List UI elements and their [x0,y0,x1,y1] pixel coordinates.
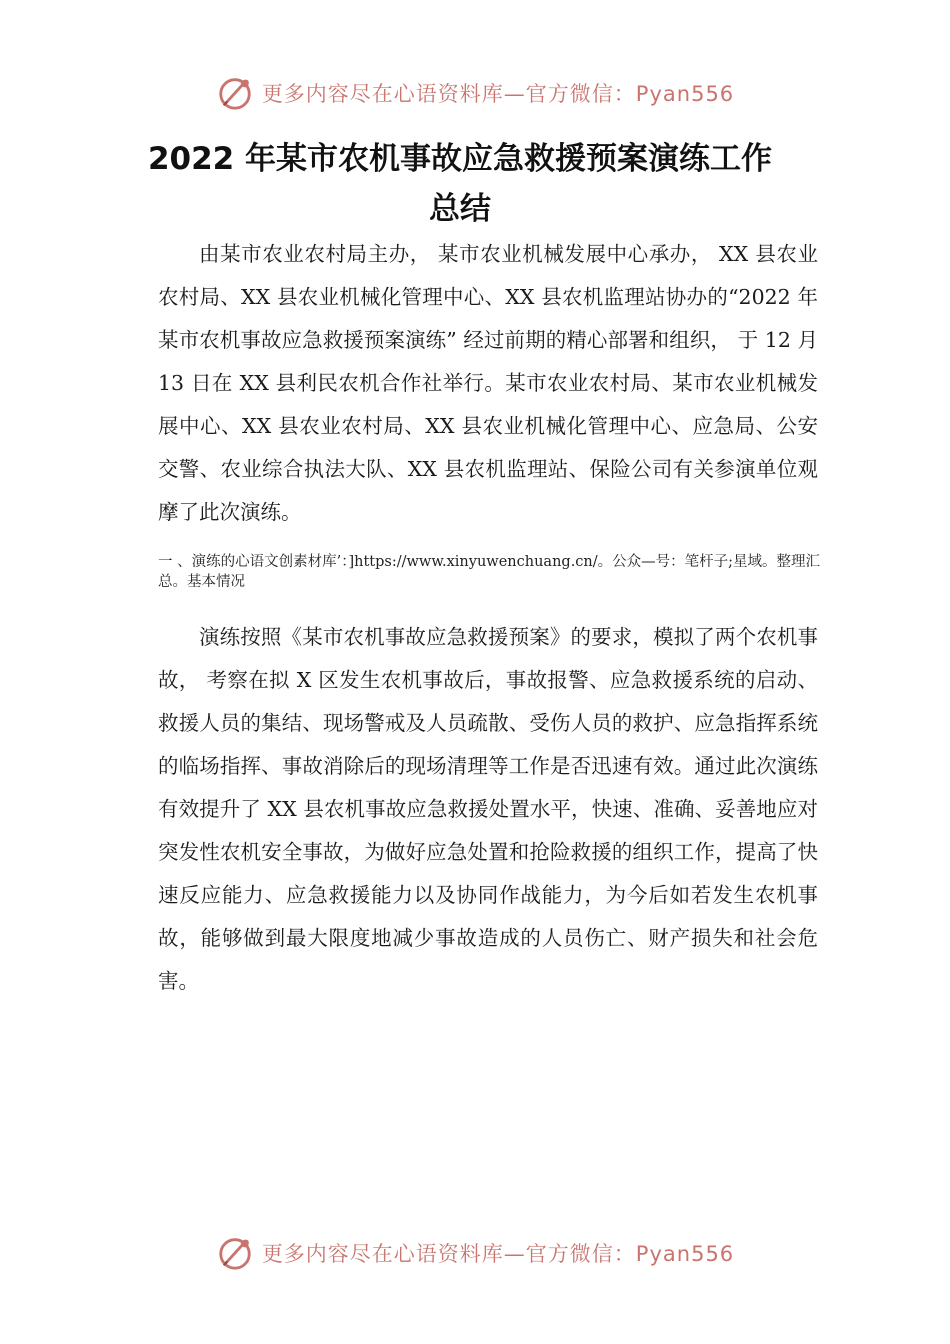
quill-logo-icon [216,74,254,112]
body-paragraph-2: 演练按照《某市农机事故应急救援预案》的要求，模拟了两个农机事故， 考察在拟 X 区发生农机事故后，事故报警、应急救援系统的启动、救援人员的集结、现场警戒及人员疏散、受伤人员的救护、应急指挥系统的临场指挥、事故消除后的现场清理等工作是否迅速有效。通过此次演练有效提升了 XX 县农机事故应急救援处置水平，快速、准确、妥善地应对突发性农机安全事故，为做好应急处置和抢险救援的组织工作，提高了快速反应能力、应急救援能力以及协同作战能力，为今后如若发生农机事故，能够做到最大限度地减少事故造成的人员伤亡、财产损失和社会危害。 [158,625,818,993]
quill-logo-icon [216,1234,254,1272]
banner-text: 更多内容尽在心语资料库—官方微信：Pyan556 [261,1242,735,1266]
footer-banner [0,1230,950,1276]
section-heading-note: 一 、演练的心语文创素材库’：]https://www.xinyuwenchuang.cn/。公众—号：笔杆子;星域。整理汇总。基本情况 [158,554,821,590]
body-paragraph-1: 由某市农业农村局主办， 某市农业机械发展中心承办， XX 县农业农村局、XX 县农业机械化管理中心、XX 县农机监理站协办的“2022 年某市农机事故应急救援预案演练” 经过前期的精心部署和组织， 于 12 月 13 日在 XX 县利民农机合作社举行。某市农业农村局、某市农业机械发展中心、XX 县农业农村局、XX 县农业机械化管理中心、应急局、公安交警、农业综合执法大队、XX 县农机监理站、保险公司有关参演单位观摩了此次演练。 [158,242,818,524]
header-banner [0,70,950,116]
document-title-line-1: 2022 年某市农机事故应急救援预案演练工作 [147,141,773,177]
banner-text: 更多内容尽在心语资料库—官方微信：Pyan556 [261,82,735,106]
document-title-line-2: 总结 [429,191,491,227]
